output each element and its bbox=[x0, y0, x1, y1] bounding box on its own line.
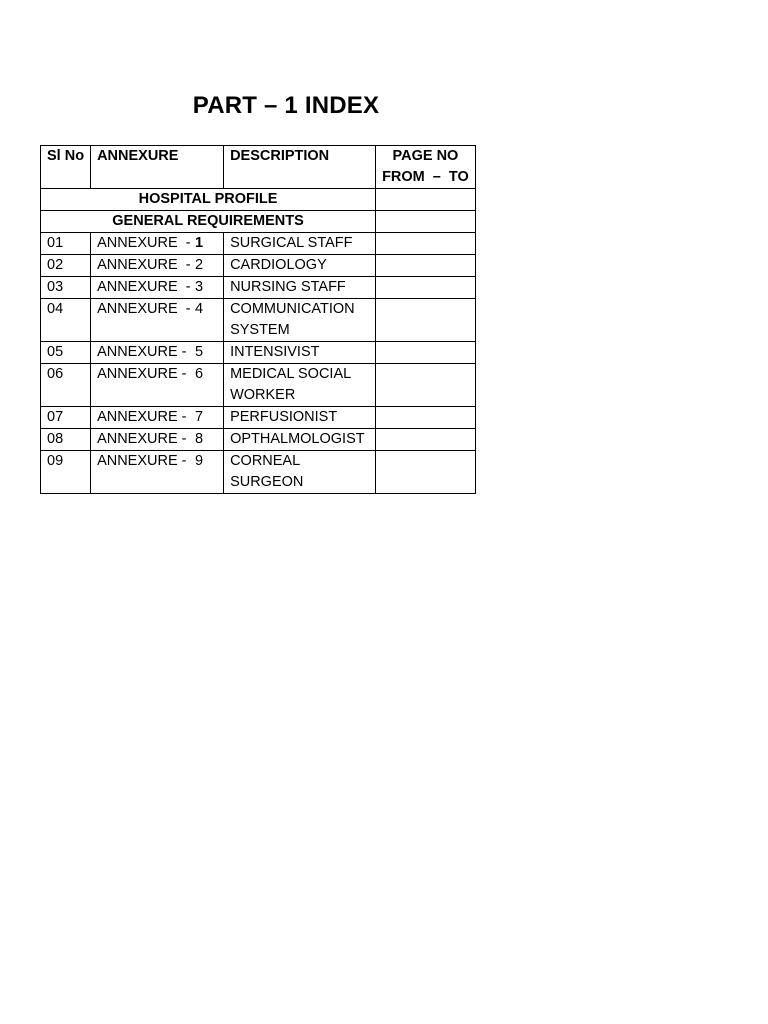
annexure-label: ANNEXURE - bbox=[97, 279, 191, 295]
table-row bbox=[41, 299, 476, 342]
page-cell bbox=[376, 342, 476, 364]
table-row bbox=[41, 233, 476, 255]
index-table bbox=[40, 145, 476, 494]
description-cell: CORNEAL SURGEON bbox=[224, 451, 376, 494]
header-page-range: FROM – TO bbox=[382, 169, 469, 185]
page-cell bbox=[376, 211, 476, 233]
annexure-cell bbox=[91, 364, 224, 407]
table-row bbox=[41, 364, 476, 407]
page-cell bbox=[376, 364, 476, 407]
page-cell bbox=[376, 407, 476, 429]
description-cell: PERFUSIONIST bbox=[224, 407, 376, 429]
section-row-general-requirements bbox=[41, 211, 476, 233]
section-general-requirements: GENERAL REQUIREMENTS bbox=[41, 211, 376, 233]
annexure-cell bbox=[91, 299, 224, 342]
sl-no-cell: 07 bbox=[41, 407, 91, 429]
annexure-cell bbox=[91, 451, 224, 494]
sl-no-cell: 03 bbox=[41, 277, 91, 299]
header-page-no-label: PAGE NO bbox=[392, 148, 459, 164]
header-sl-no: Sl No bbox=[41, 146, 91, 189]
header-row bbox=[41, 146, 476, 189]
page-cell bbox=[376, 255, 476, 277]
annexure-label: ANNEXURE - bbox=[97, 235, 191, 251]
annexure-number: 4 bbox=[194, 301, 204, 317]
table-row bbox=[41, 277, 476, 299]
annexure-cell bbox=[91, 342, 224, 364]
annexure-cell bbox=[91, 233, 224, 255]
annexure-label: ANNEXURE - bbox=[97, 409, 187, 425]
sl-no-cell: 05 bbox=[41, 342, 91, 364]
annexure-label: ANNEXURE - bbox=[97, 366, 187, 382]
description-cell: MEDICAL SOCIAL WORKER bbox=[224, 364, 376, 407]
sl-no-cell: 06 bbox=[41, 364, 91, 407]
description-cell: COMMUNICATION SYSTEM bbox=[224, 299, 376, 342]
annexure-number: 2 bbox=[194, 257, 204, 273]
annexure-label: ANNEXURE - bbox=[97, 301, 191, 317]
description-cell: SURGICAL STAFF bbox=[224, 233, 376, 255]
description-cell: CARDIOLOGY bbox=[224, 255, 376, 277]
page-cell bbox=[376, 299, 476, 342]
annexure-number: 7 bbox=[194, 409, 204, 425]
header-page-no bbox=[376, 146, 476, 189]
sl-no-cell: 01 bbox=[41, 233, 91, 255]
table-row bbox=[41, 407, 476, 429]
annexure-cell bbox=[91, 255, 224, 277]
description-cell: INTENSIVIST bbox=[224, 342, 376, 364]
page-title: PART – 1 INDEX bbox=[192, 92, 380, 119]
annexure-cell bbox=[91, 277, 224, 299]
annexure-rows bbox=[41, 233, 476, 494]
header-description: DESCRIPTION bbox=[224, 146, 376, 189]
sl-no-cell: 09 bbox=[41, 451, 91, 494]
sl-no-cell: 02 bbox=[41, 255, 91, 277]
table-row bbox=[41, 342, 476, 364]
annexure-label: ANNEXURE - bbox=[97, 257, 191, 273]
annexure-number: 3 bbox=[194, 279, 204, 295]
page-cell bbox=[376, 277, 476, 299]
sl-no-cell: 08 bbox=[41, 429, 91, 451]
annexure-number: 5 bbox=[194, 344, 204, 360]
annexure-number: 8 bbox=[194, 431, 204, 447]
annexure-number: 1 bbox=[194, 235, 204, 251]
annexure-number: 9 bbox=[194, 453, 204, 469]
description-cell: OPTHALMOLOGIST bbox=[224, 429, 376, 451]
page-cell bbox=[376, 451, 476, 494]
annexure-label: ANNEXURE - bbox=[97, 344, 187, 360]
section-hospital-profile: HOSPITAL PROFILE bbox=[41, 189, 376, 211]
table-row bbox=[41, 451, 476, 494]
annexure-cell bbox=[91, 429, 224, 451]
table-row bbox=[41, 255, 476, 277]
annexure-label: ANNEXURE - bbox=[97, 453, 187, 469]
header-annexure: ANNEXURE bbox=[91, 146, 224, 189]
description-cell: NURSING STAFF bbox=[224, 277, 376, 299]
page-cell bbox=[376, 189, 476, 211]
annexure-number: 6 bbox=[194, 366, 204, 382]
annexure-label: ANNEXURE - bbox=[97, 431, 187, 447]
page-cell bbox=[376, 233, 476, 255]
section-row-hospital-profile bbox=[41, 189, 476, 211]
page-cell bbox=[376, 429, 476, 451]
table-row bbox=[41, 429, 476, 451]
annexure-cell bbox=[91, 407, 224, 429]
sl-no-cell: 04 bbox=[41, 299, 91, 342]
